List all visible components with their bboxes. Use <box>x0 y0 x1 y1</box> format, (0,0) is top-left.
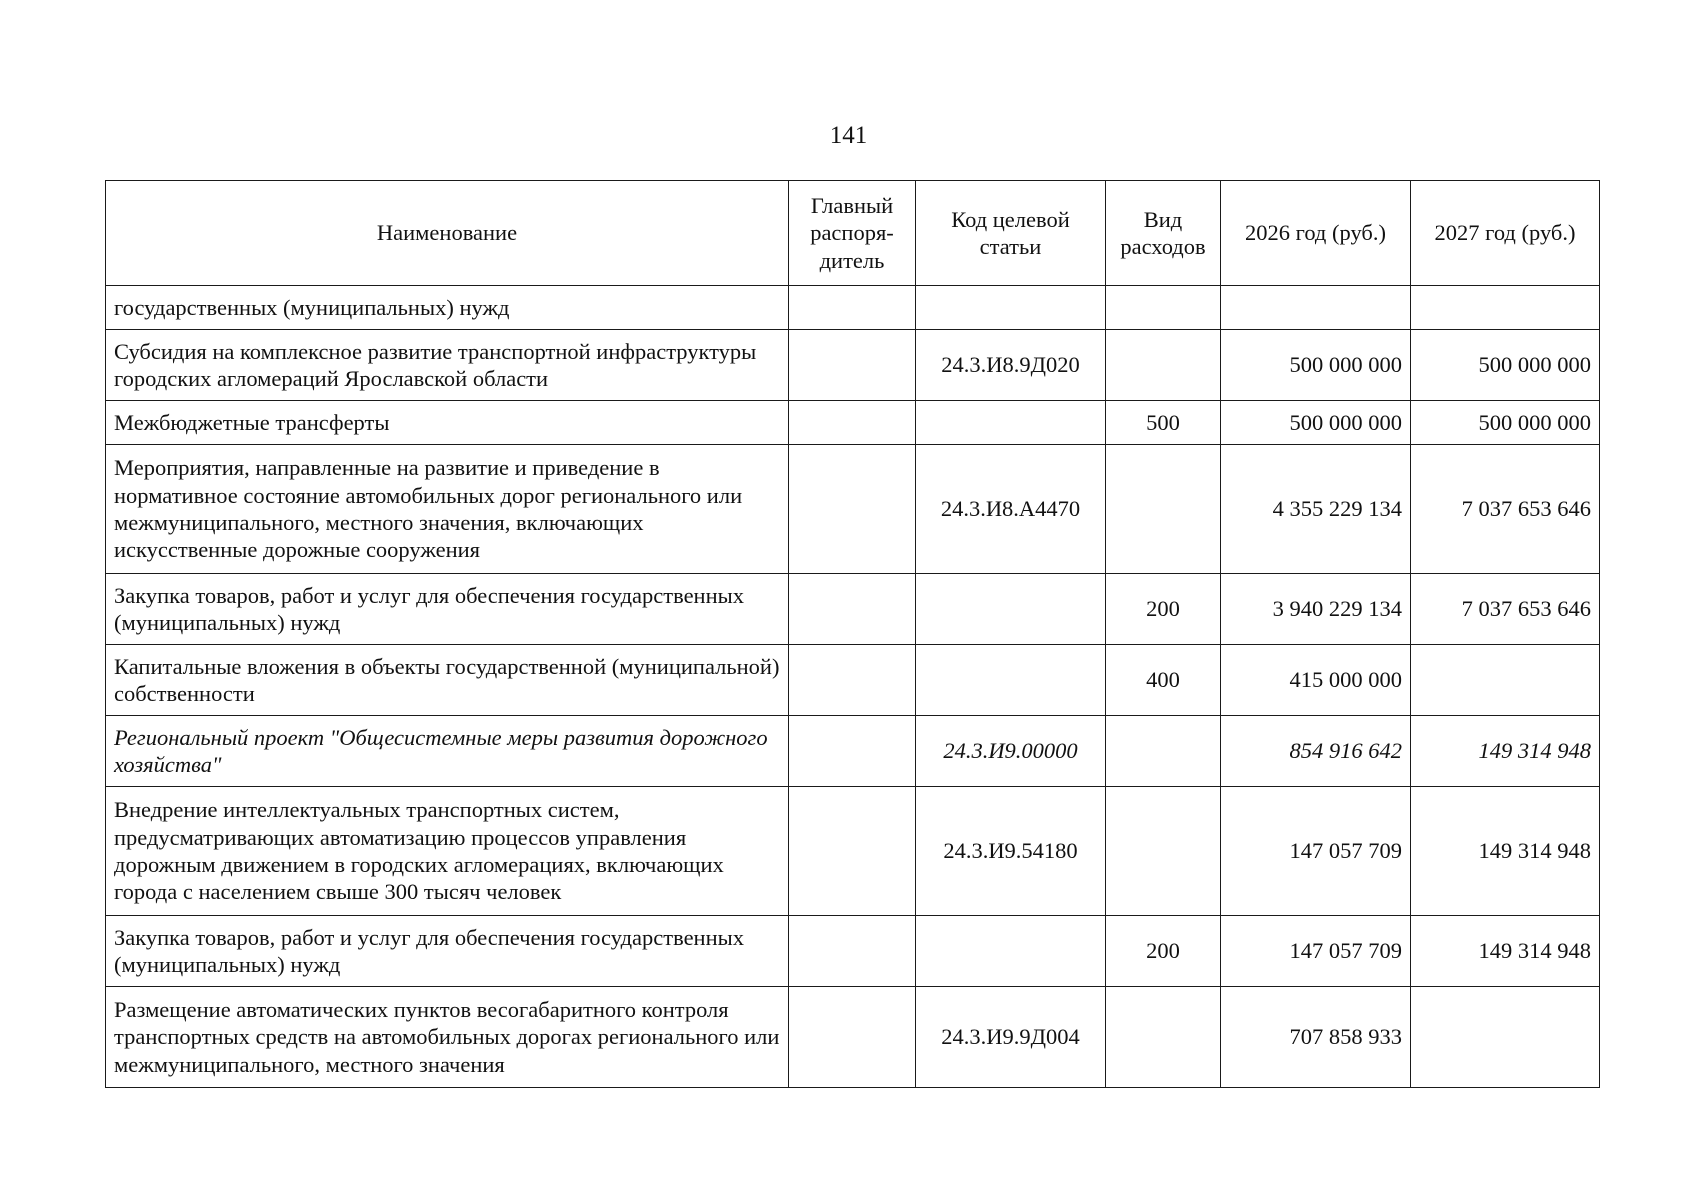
cell-name: Капитальные вложения в объекты государственной (муниципальной) собственности <box>106 645 789 716</box>
cell-code <box>916 286 1106 330</box>
table-row <box>106 916 1600 987</box>
cell-2027 <box>1411 645 1600 716</box>
cell-type <box>1106 787 1221 916</box>
cell-code <box>916 574 1106 645</box>
col-header-name: Наименование <box>106 181 789 286</box>
cell-2026: 854 916 642 <box>1221 716 1411 787</box>
cell-manager <box>789 787 916 916</box>
cell-2027: 500 000 000 <box>1411 401 1600 445</box>
cell-2027 <box>1411 286 1600 330</box>
cell-name: государственных (муниципальных) нужд <box>106 286 789 330</box>
cell-code: 24.3.И9.54180 <box>916 787 1106 916</box>
cell-code: 24.3.И8.А4470 <box>916 445 1106 574</box>
cell-code <box>916 916 1106 987</box>
cell-name: Закупка товаров, работ и услуг для обеспечения государственных (муниципальных) нужд <box>106 916 789 987</box>
page-number: 141 <box>829 122 868 149</box>
table-row <box>106 445 1600 574</box>
cell-manager <box>789 574 916 645</box>
cell-type <box>1106 330 1221 401</box>
cell-name: Субсидия на комплексное развитие транспортной инфраструктуры городских агломераций Ярославской области <box>106 330 789 401</box>
table-row <box>106 286 1600 330</box>
cell-name: Закупка товаров, работ и услуг для обеспечения государственных (муниципальных) нужд <box>106 574 789 645</box>
cell-manager <box>789 916 916 987</box>
col-header-code: Код целевой статьи <box>916 181 1106 286</box>
cell-name: Мероприятия, направленные на развитие и приведение в нормативное состояние автомобильных дорог регионального или межмуниципального, местного значения, включающих искусственные дорожные сооружения <box>106 445 789 574</box>
cell-type: 400 <box>1106 645 1221 716</box>
cell-name: Размещение автоматических пунктов весогабаритного контроля транспортных средств на автомобильных дорогах регионального или межмуниципального, местного значения <box>106 987 789 1088</box>
cell-manager <box>789 716 916 787</box>
col-header-type: Вид расходов <box>1106 181 1221 286</box>
cell-code <box>916 645 1106 716</box>
cell-name: Региональный проект "Общесистемные меры развития дорожного хозяйства" <box>106 716 789 787</box>
cell-code <box>916 401 1106 445</box>
cell-2027: 149 314 948 <box>1411 787 1600 916</box>
cell-name: Внедрение интеллектуальных транспортных систем, предусматривающих автоматизацию процессов управления дорожным движением в городских агломерациях, включающих города с населением свыше 300 тысяч человек <box>106 787 789 916</box>
cell-type: 500 <box>1106 401 1221 445</box>
table-row <box>106 645 1600 716</box>
cell-2026: 3 940 229 134 <box>1221 574 1411 645</box>
table-row <box>106 716 1600 787</box>
col-header-2026: 2026 год (руб.) <box>1221 181 1411 286</box>
cell-2026: 500 000 000 <box>1221 401 1411 445</box>
cell-type <box>1106 286 1221 330</box>
cell-type: 200 <box>1106 916 1221 987</box>
cell-type: 200 <box>1106 574 1221 645</box>
cell-2027 <box>1411 987 1600 1088</box>
cell-2026: 147 057 709 <box>1221 916 1411 987</box>
cell-code: 24.3.И9.00000 <box>916 716 1106 787</box>
cell-2026: 4 355 229 134 <box>1221 445 1411 574</box>
budget-table <box>105 180 1600 1088</box>
cell-code: 24.3.И8.9Д020 <box>916 330 1106 401</box>
cell-2027: 7 037 653 646 <box>1411 445 1600 574</box>
cell-name: Межбюджетные трансферты <box>106 401 789 445</box>
table-row <box>106 330 1600 401</box>
cell-2026: 415 000 000 <box>1221 645 1411 716</box>
cell-manager <box>789 987 916 1088</box>
cell-2026: 500 000 000 <box>1221 330 1411 401</box>
cell-manager <box>789 645 916 716</box>
cell-type <box>1106 716 1221 787</box>
cell-2027: 149 314 948 <box>1411 716 1600 787</box>
table-row <box>106 987 1600 1088</box>
cell-type <box>1106 445 1221 574</box>
cell-type <box>1106 987 1221 1088</box>
cell-manager <box>789 401 916 445</box>
cell-2027: 7 037 653 646 <box>1411 574 1600 645</box>
table-header-row <box>106 181 1600 286</box>
cell-2026: 707 858 933 <box>1221 987 1411 1088</box>
cell-2026: 147 057 709 <box>1221 787 1411 916</box>
cell-2027: 500 000 000 <box>1411 330 1600 401</box>
table-row <box>106 401 1600 445</box>
cell-2027: 149 314 948 <box>1411 916 1600 987</box>
col-header-manager: Главный распоря-дитель <box>789 181 916 286</box>
cell-code: 24.3.И9.9Д004 <box>916 987 1106 1088</box>
cell-manager <box>789 286 916 330</box>
col-header-2027: 2027 год (руб.) <box>1411 181 1600 286</box>
cell-2026 <box>1221 286 1411 330</box>
cell-manager <box>789 445 916 574</box>
cell-manager <box>789 330 916 401</box>
table-row <box>106 574 1600 645</box>
table-row <box>106 787 1600 916</box>
